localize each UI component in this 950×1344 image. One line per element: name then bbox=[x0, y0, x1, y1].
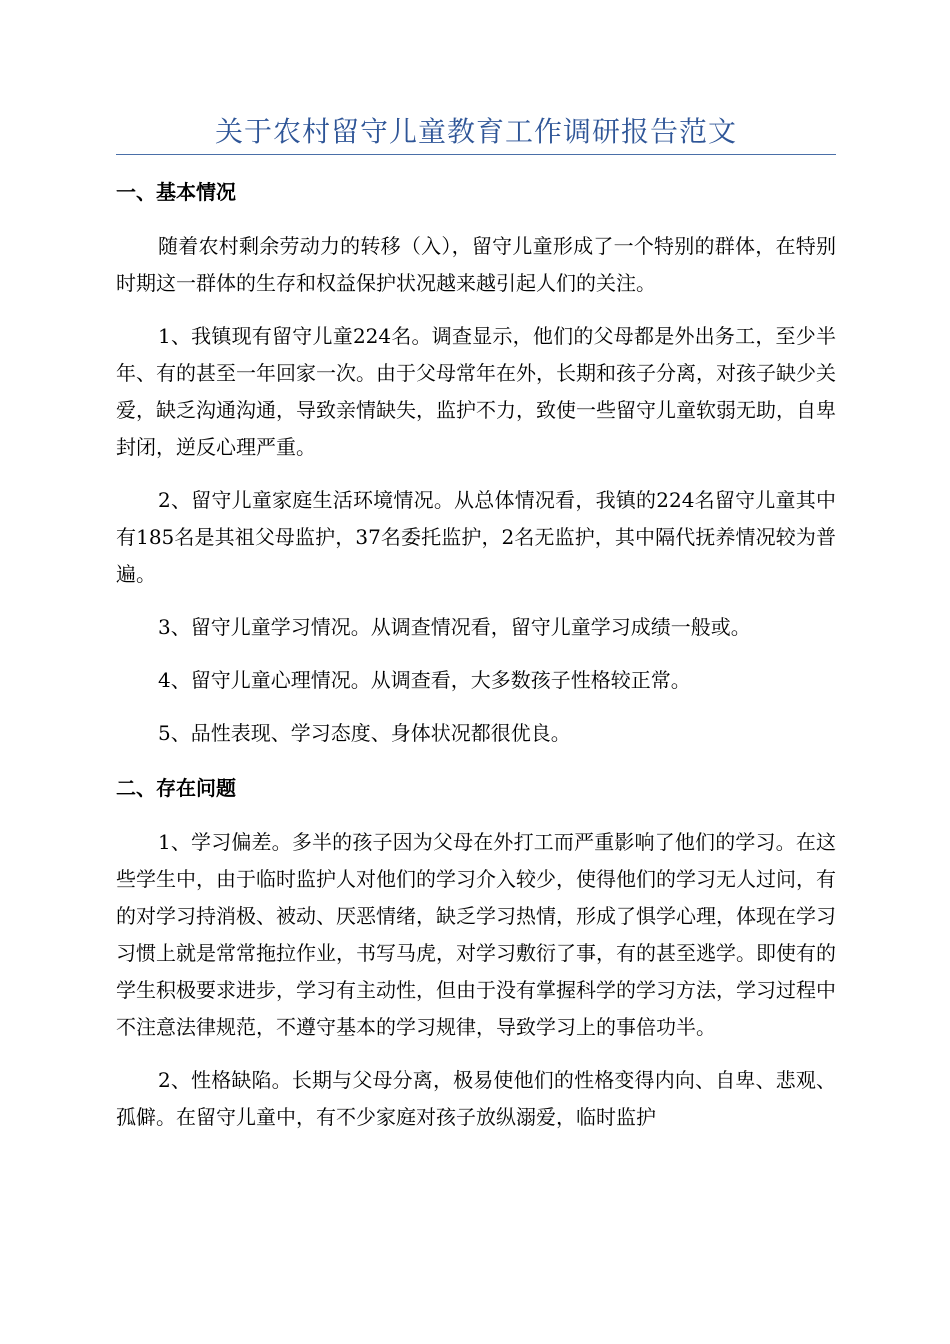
paragraph: 4、留守儿童心理情况。从调查看，大多数孩子性格较正常。 bbox=[158, 668, 691, 692]
paragraph: 2、留守儿童家庭生活环境情况。从总体情况看，我镇的224名留守儿童其中有185名是其祖父母监护，37名委托监护，2名无监护，其中隔代抚养情况较为普遍。 bbox=[116, 488, 836, 586]
paragraph: 2、性格缺陷。长期与父母分离，极易使他们的性格变得内向、自卑、悲观、孤僻。在留守儿童中，有不少家庭对孩子放纵溺爱，临时监护 bbox=[116, 1068, 836, 1129]
document-title: 关于农村留守儿童教育工作调研报告范文 bbox=[214, 115, 737, 148]
document-body bbox=[116, 172, 836, 1152]
section-heading-basic-situation: 一、基本情况 bbox=[116, 180, 236, 204]
paragraph: 随着农村剩余劳动力的转移（入），留守儿童形成了一个特别的群体，在特别时期这一群体的生存和权益保护状况越来越引起人们的关注。 bbox=[116, 234, 836, 295]
paragraph: 1、我镇现有留守儿童224名。调查显示，他们的父母都是外出务工，至少半年、有的甚至一年回家一次。由于父母常年在外，长期和孩子分离，对孩子缺少关爱，缺乏沟通沟通，导致亲情缺失，监护不力，致使一些留守儿童软弱无助，自卑封闭，逆反心理严重。 bbox=[116, 324, 836, 459]
paragraph: 5、品性表现、学习态度、身体状况都很优良。 bbox=[158, 721, 571, 745]
paragraph: 1、学习偏差。多半的孩子因为父母在外打工而严重影响了他们的学习。在这些学生中，由于临时监护人对他们的学习介入较少，使得他们的学习无人过问，有的对学习持消极、被动、厌恶情绪，缺乏学习热情，形成了惧学心理，体现在学习习惯上就是常常拖拉作业，书写马虎，对学习敷衍了事，有的甚至逃学。即使有的学生积极要求进步，学习有主动性，但由于没有掌握科学的学习方法，学习过程中不注意法律规范，不遵守基本的学习规律，导致学习上的事倍功半。 bbox=[116, 830, 836, 1039]
title-underline bbox=[116, 154, 836, 155]
paragraph: 3、留守儿童学习情况。从调查情况看，留守儿童学习成绩一般或。 bbox=[158, 615, 751, 639]
section-heading-existing-problems: 二、存在问题 bbox=[116, 776, 236, 800]
